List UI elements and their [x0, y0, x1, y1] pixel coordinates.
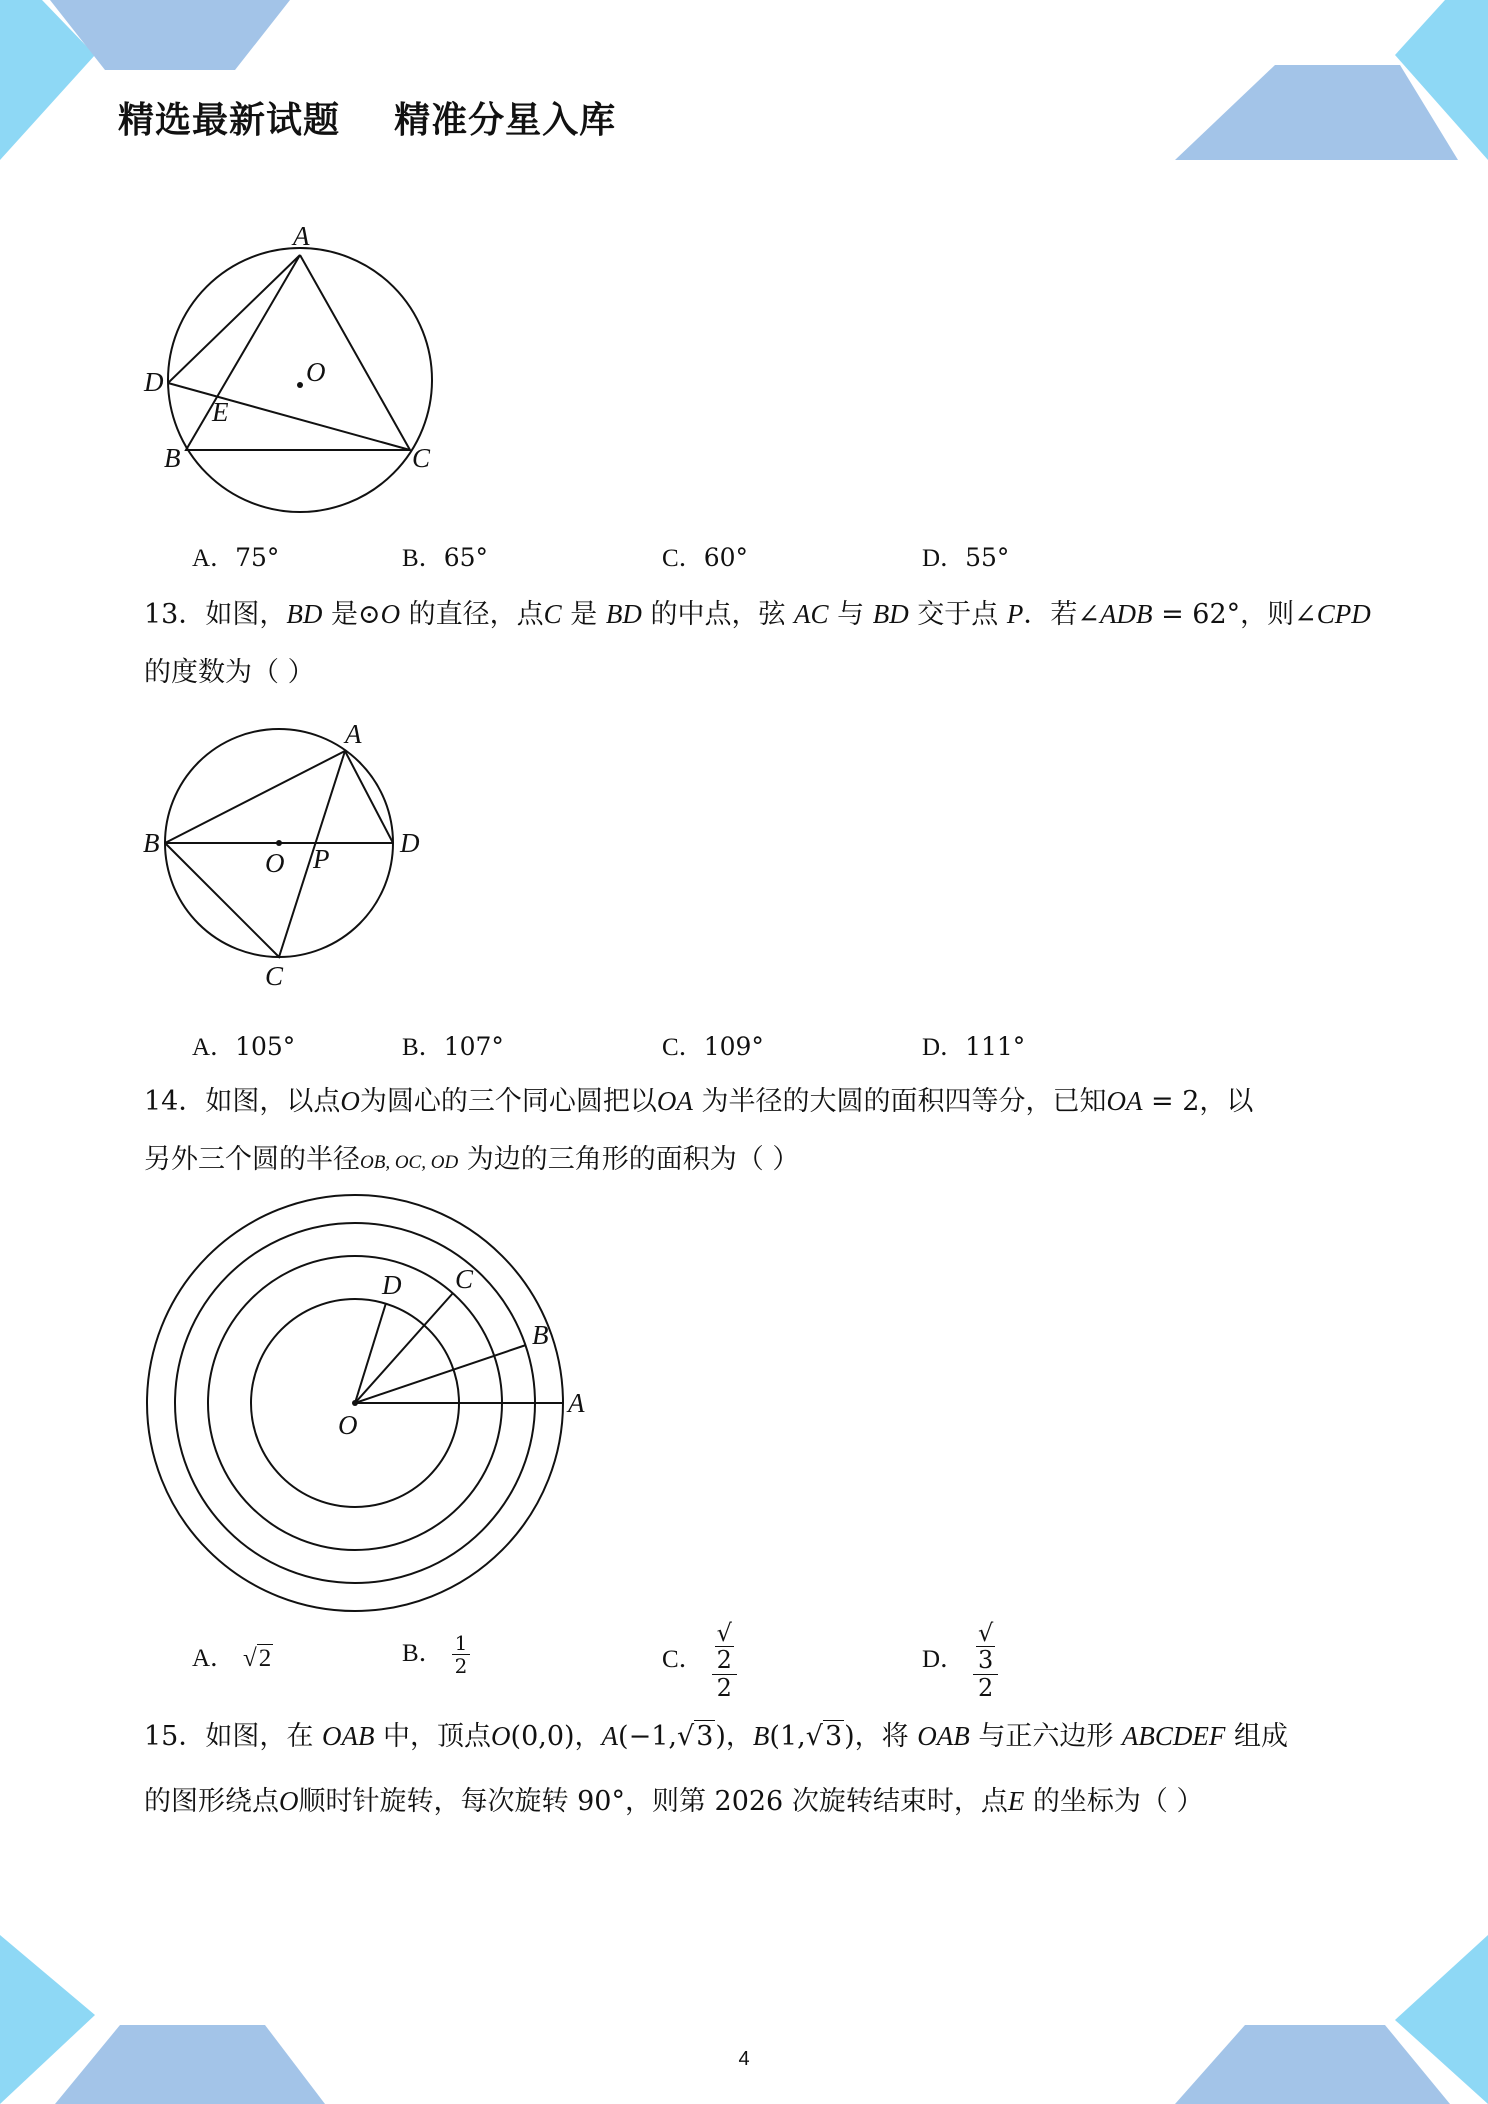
label-a: A — [293, 221, 310, 251]
label-c: C — [455, 1264, 474, 1294]
question-14 — [144, 1072, 1344, 1192]
segment-dc — [168, 383, 410, 450]
q12-option-d[interactable]: D．55° — [922, 543, 1010, 572]
q14-option-d[interactable]: D． √ 3 2 — [922, 1620, 998, 1701]
sqrt-fraction-value: √ 2 2 — [712, 1620, 737, 1701]
page-number: 4 — [738, 2048, 750, 2070]
header-title: 精选最新试题 精准分星入库 — [118, 100, 617, 141]
segments-ba-ad — [165, 751, 393, 843]
figure-q14 — [140, 1188, 610, 1628]
figure-q13 — [135, 715, 435, 995]
q13-line-2: 的度数为（ ） — [144, 657, 315, 688]
label-o: O — [265, 848, 285, 878]
q12-option-c[interactable]: C．60° — [662, 543, 748, 572]
label-c: C — [412, 443, 431, 473]
label-e: E — [212, 397, 229, 427]
q14-line-1: 14．如图，以点O为圆心的三个同心圆把以OA 为半径的大圆的面积四等分，已知OA = 2，以 — [144, 1086, 1254, 1117]
label-c: C — [265, 961, 284, 991]
q15-line-2: 的图形绕点O顺时针旋转，每次旋转 90°，则第 2026 次旋转结束时，点E 的坐标为（ ） — [144, 1786, 1204, 1817]
q12-option-a[interactable]: A．75° — [192, 543, 280, 572]
label-p: P — [313, 844, 330, 874]
q13-option-a[interactable]: A．105° — [192, 1032, 296, 1061]
label-d: D — [400, 828, 420, 858]
center-point-o — [276, 840, 282, 846]
segment-ad — [168, 255, 300, 383]
label-b: B — [164, 443, 181, 473]
q14-option-c[interactable]: C． √ 2 2 — [662, 1620, 737, 1701]
label-a: A — [568, 1388, 585, 1418]
top-right-trapezoid-decoration — [1175, 65, 1458, 160]
label-b: B — [532, 1320, 549, 1350]
q13-option-b[interactable]: B．107° — [402, 1032, 504, 1061]
label-d: D — [144, 367, 164, 397]
center-point-o — [297, 382, 303, 388]
label-o: O — [338, 1410, 358, 1440]
label-o: O — [306, 357, 326, 387]
q13-option-d[interactable]: D．111° — [922, 1032, 1026, 1061]
radius-od — [355, 1303, 386, 1403]
figure-q12 — [130, 215, 450, 525]
q13-option-c[interactable]: C．109° — [662, 1032, 764, 1061]
center-point-o — [352, 1400, 358, 1406]
label-d: D — [382, 1270, 402, 1300]
fraction-value: $\frac{1}{2}$ — [452, 1632, 471, 1677]
q14-option-b[interactable]: B． $\frac{1}{2}$ — [402, 1632, 470, 1677]
q13-line-1: 13．如图，BD 是⊙O 的直径，点C 是 BD 的中点，弦 AC 与 BD 交于点 P．若∠ADB = 62°，则∠CPD — [144, 599, 1371, 630]
q12-option-b[interactable]: B．65° — [402, 543, 488, 572]
question-15 — [144, 1704, 1344, 1834]
q14-option-a[interactable]: A． √2 — [192, 1645, 272, 1672]
label-b: B — [143, 828, 160, 858]
sqrt-value: √2 — [243, 1645, 272, 1672]
label-a: A — [345, 719, 362, 749]
q14-line-2: 另外三个圆的半径OB, OC, OD 为边的三角形的面积为（ ） — [144, 1144, 800, 1175]
question-13 — [144, 585, 1371, 702]
circle-o — [168, 248, 432, 512]
q15-line-1: 15．如图，在 OAB 中，顶点O(0,0)，A(−1,√3)，B(1,√3)，将 OAB 与正六边形 ABCDEF 组成 — [144, 1721, 1288, 1752]
sqrt-fraction-value: √ 3 2 — [973, 1620, 998, 1701]
